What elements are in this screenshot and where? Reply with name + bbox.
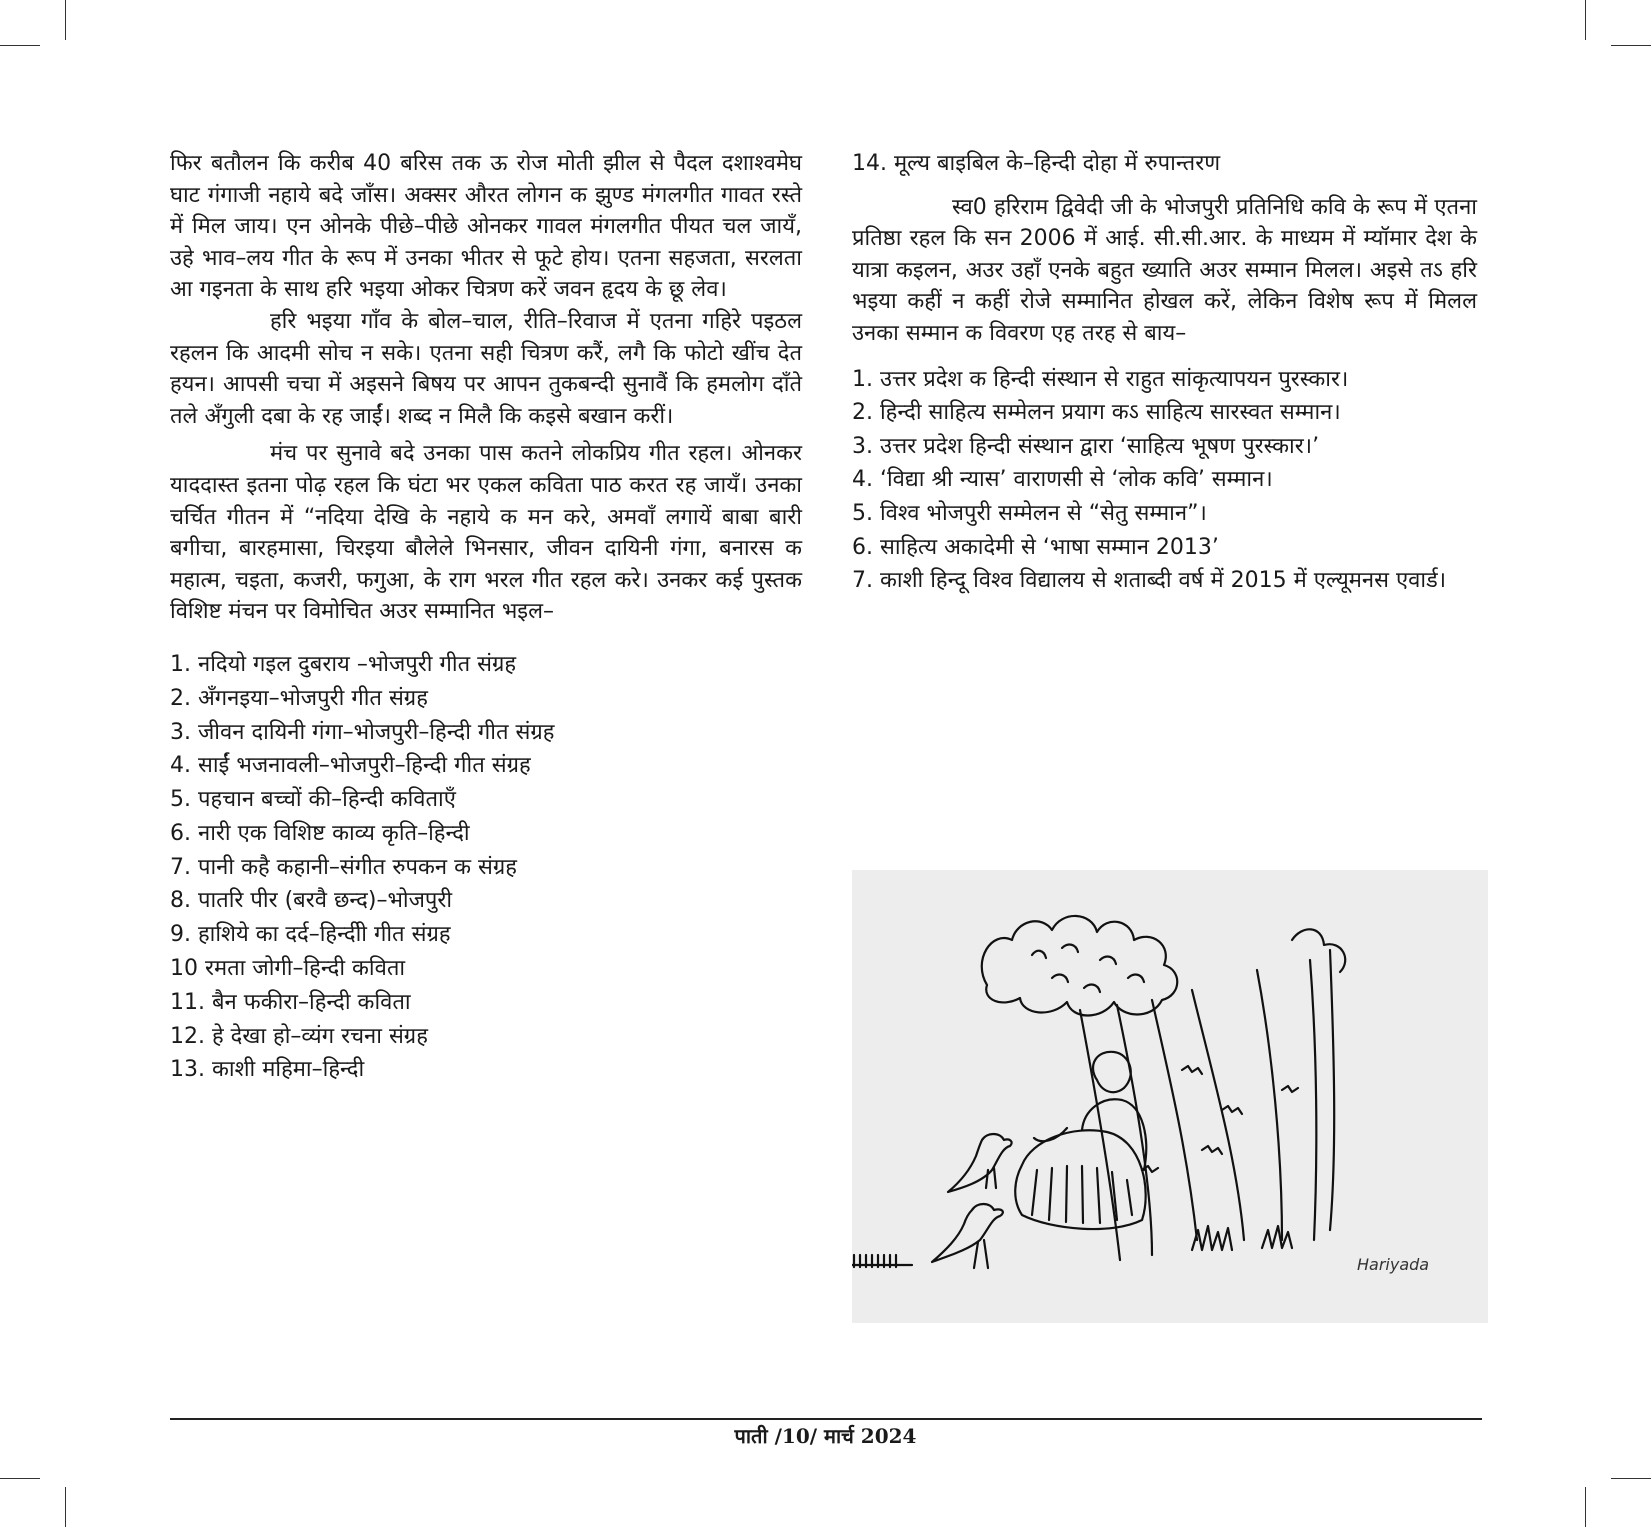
page-footer: पाती /10/ मार्च 2024 — [734, 1424, 917, 1448]
list-item: 1. उत्तर प्रदेश क हिन्दी संस्थान से राहुत सांकृत्यापयन पुरस्कार। — [852, 366, 1349, 392]
list-item: 4. ‘विद्या श्री न्यास’ वाराणसी से ‘लोक कवि’ सम्मान। — [852, 467, 1273, 493]
right-column — [852, 148, 1477, 599]
list-item: 3. उत्तर प्रदेश हिन्दी संस्थान द्वारा ‘साहित्य भूषण पुरस्कार।’ — [852, 433, 1320, 459]
list-item: 6. नारी एक विशिष्ट काव्य कृति–हिन्दी — [170, 820, 470, 846]
awards-list — [852, 364, 1477, 597]
crop-mark — [0, 45, 40, 46]
list-item: 7. पानी कहै कहानी–संगीत रुपकन क संग्रह — [170, 854, 517, 880]
list-item: 1. नदियो गइल दुबराय –भोजपुरी गीत संग्रह — [170, 651, 517, 677]
list-item: 4. साईं भजनावली–भोजपुरी–हिन्दी गीत संग्रह — [170, 753, 531, 779]
list-item: 14. मूल्य बाइबिल के–हिन्दी दोहा में रुपान्तरण — [852, 151, 1221, 176]
crop-mark — [0, 1478, 40, 1479]
paragraph-awards-intro: स्व0 हरिराम द्विवेदी जी के भोजपुरी प्रतिनिधि कवि के रूप में एतना प्रतिष्ठा रहल कि सन 2006 में आई. सी.सी.आर. के माध्यम में म्यॉमार देश के यात्रा कइलन, अउर उहाँ एनके बहुत ख्याति अउर सम्मान मिलल। अइसे तऽ हरि भइया कहीं न कहीं रोजे सम्मानित होखल करें, लेकिन विशेष रूप में मिलल उनका सम्मान क विवरण एह तरह से बाय– — [852, 194, 1477, 346]
crop-mark — [1611, 45, 1651, 46]
list-item: 7. काशी हिन्दू विश्व विद्यालय से शताब्दी वर्ष में 2015 में एल्यूमनस एवार्ड। — [852, 568, 1447, 594]
list-item: 5. पहचान बच्चों की–हिन्दी कविताएँ — [170, 787, 456, 813]
list-item: 11. बैन फकीरा–हिन्दी कविता — [170, 989, 411, 1015]
crop-mark — [65, 1487, 66, 1527]
crop-mark — [65, 0, 66, 40]
list-item: 12. हे देखा हो–व्यंग रचना संग्रह — [170, 1023, 428, 1049]
list-item: 5. विश्व भोजपुरी सम्मेलन से “सेतु सम्मान”। — [852, 500, 1207, 526]
paragraph-3: मंच पर सुनावे बदे उनका पास कतने लोकप्रिय गीत रहल। ओनकर याददास्त इतना पोढ़ रहल कि घंटा भर एकल कविता पाठ करत रह जायँ। उनका चर्चित गीतन में “नदिया देखि के नहाये क मन करे, अमवाँ लगायें बाबा बारी बगीचा, बारहमासा, चिरइया बौलेले भिनसार, जीवन दायिनी गंगा, बनारस क महात्म, चइता, कजरी, फगुआ, के राग भरल गीत रहल करे। उनकर कई पुस्तक विशिष्ट मंचन पर विमोचित अउर सम्मानित भइल– — [170, 441, 802, 625]
list-item: 13. काशी महिमा–हिन्दी — [170, 1057, 365, 1083]
paragraph-1: फिर बतौलन कि करीब 40 बरिस तक ऊ रोज मोती झील से पैदल दशाश्वमेघ घाट गंगाजी नहाये बदे जाँस। अक्सर औरत लोगन क झुण्ड मंगलगीत गावत रस्ते में मिल जाय। एन ओनके पीछे–पीछे ओनकर गावल मंगलगीत पीयत चल जायँ, उहे भाव–लय गीत के रूप में उनका भीतर से फूटे होय। एतना सहजता, सरलता आ गइनता के साथ हरि भइया ओकर चित्रण करें जवन हृदय के छू लेव। — [170, 151, 802, 303]
crop-mark — [1611, 1478, 1651, 1479]
list-item: 10 रमता जोगी–हिन्दी कविता — [170, 956, 406, 982]
book-list — [170, 648, 802, 1087]
illustration-signature: Hariyada — [1357, 1255, 1430, 1274]
footer-divider — [170, 1418, 1482, 1420]
crop-mark — [1585, 0, 1586, 40]
left-column — [170, 148, 802, 1087]
list-item: 8. पातरि पीर (बरवै छन्द)–भोजपुरी — [170, 888, 453, 914]
list-item: 2. अँगनइया–भोजपुरी गीत संग्रह — [170, 685, 428, 711]
illustration — [852, 870, 1488, 1323]
crop-mark — [1585, 1487, 1586, 1527]
list-item: 9. हाशिये का दर्द–हिन्दीी गीत संग्रह — [170, 922, 451, 948]
paragraph-2: हरि भइया गाँव के बोल–चाल, रीति–रिवाज में एतना गहिरे पइठल रहलन कि आदमी सोच न सके। एतना सही चित्रण करैं, लगै कि फोटो खींच देत हयन। आपसी चचा में अइसने बिषय पर आपन तुकबन्दी सुनावैं कि हमलोग दाँते तले अँगुली दबा के रह जाईं। शब्द न मिलै कि कइसे बखान करीं। — [170, 308, 802, 429]
tree-child-crows-sketch — [852, 870, 1488, 1323]
list-item: 3. जीवन दायिनी गंगा–भोजपुरी–हिन्दी गीत संग्रह — [170, 719, 555, 745]
list-item: 6. साहित्य अकादेमी से ‘भाषा सम्मान 2013’ — [852, 534, 1219, 560]
list-item: 2. हिन्दी साहित्य सम्मेलन प्रयाग कऽ साहित्य सारस्वत सम्मान। — [852, 400, 1341, 426]
